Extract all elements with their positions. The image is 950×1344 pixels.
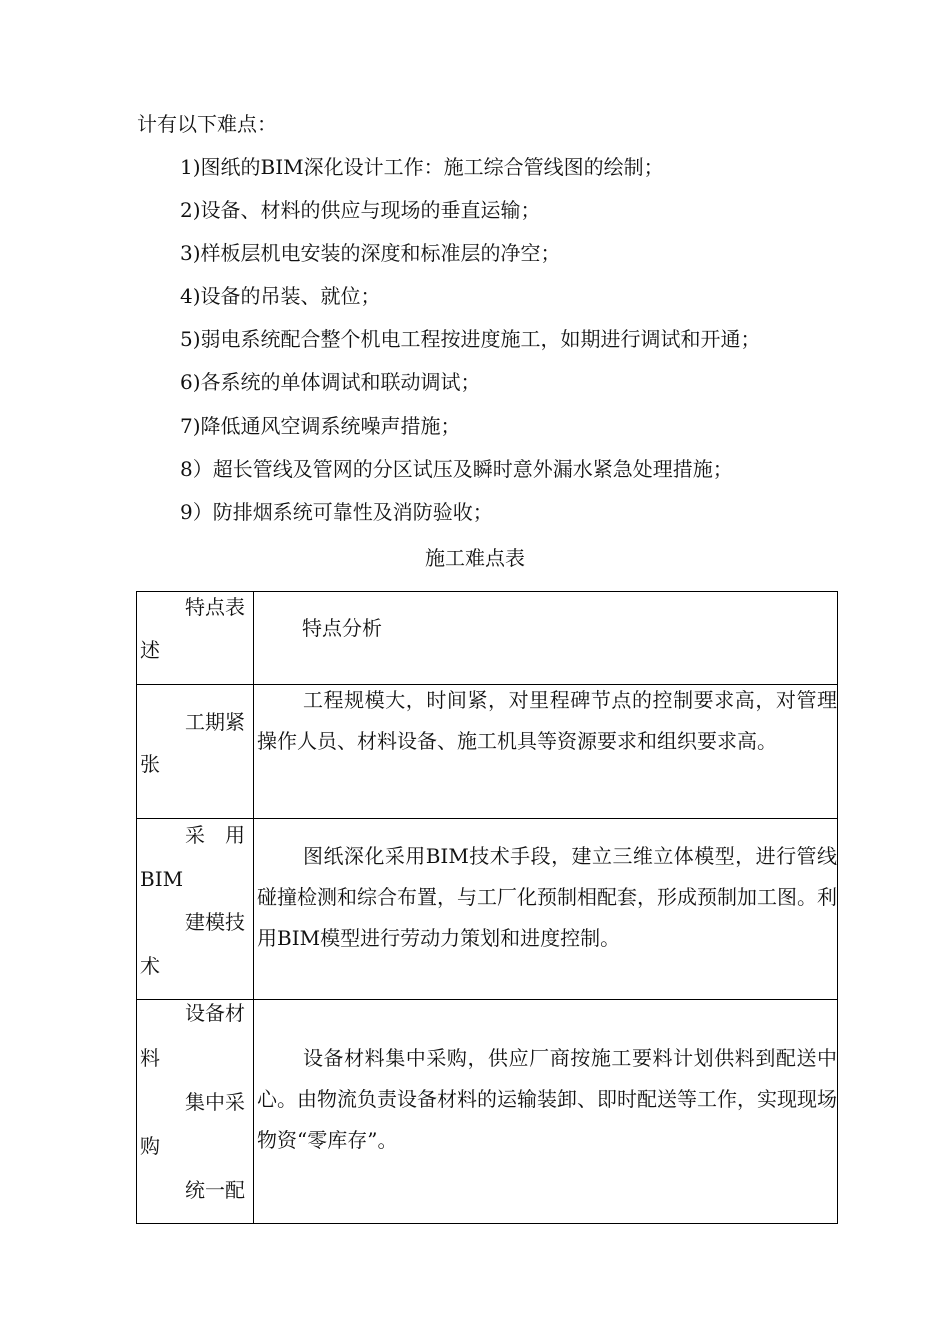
- row-feature-line: 术: [140, 954, 160, 978]
- list-item: 3)样板层机电安装的深度和标准层的净空；: [180, 241, 561, 265]
- row-divider: [137, 818, 837, 819]
- row-analysis: 工程规模大，时间紧，对里程碑节点的控制要求高，对管理操作人员、材料设备、施工机具等资源要求和组织要求高。: [257, 688, 837, 753]
- row-feature-line: 采 用: [185, 823, 245, 847]
- row-feature-line: 购: [140, 1134, 160, 1158]
- row-feature-line: BIM: [140, 867, 184, 891]
- header-feature-line: 特点表: [185, 595, 245, 619]
- intro-text: 计有以下难点：: [137, 112, 277, 136]
- row-feature-line: 建模技: [185, 910, 245, 934]
- difficulty-table: [136, 591, 838, 1224]
- header-analysis: 特点分析: [302, 616, 382, 640]
- table-caption: 施工难点表: [425, 546, 525, 570]
- list-item: 2)设备、材料的供应与现场的垂直运输；: [180, 198, 541, 222]
- row-feature-line: 工期紧: [185, 710, 245, 734]
- row-feature-line: 统一配: [185, 1178, 245, 1202]
- column-divider: [253, 592, 254, 1223]
- list-item: 7)降低通风空调系统噪声措施；: [180, 414, 461, 438]
- row-feature-line: 料: [140, 1046, 160, 1070]
- list-item: 1)图纸的BIM深化设计工作：施工综合管线图的绘制；: [180, 155, 664, 179]
- row-analysis: 设备材料集中采购，供应厂商按施工要料计划供料到配送中心。由物流负责设备材料的运输装卸、即时配送等工作，实现现场物资“零库存”。: [257, 1046, 837, 1152]
- list-item: 6)各系统的单体调试和联动调试；: [180, 370, 481, 394]
- list-item: 5)弱电系统配合整个机电工程按进度施工，如期进行调试和开通；: [180, 327, 761, 351]
- header-feature-line: 述: [140, 638, 160, 662]
- row-feature-line: 设备材: [185, 1001, 245, 1025]
- row-feature-line: 集中采: [185, 1090, 245, 1114]
- row-divider: [137, 999, 837, 1000]
- list-item: 8）超长管线及管网的分区试压及瞬时意外漏水紧急处理措施；: [180, 457, 733, 481]
- list-item: 9）防排烟系统可靠性及消防验收；: [180, 500, 493, 524]
- list-item: 4)设备的吊装、就位；: [180, 284, 381, 308]
- row-analysis: 图纸深化采用BIM技术手段，建立三维立体模型，进行管线碰撞检测和综合布置，与工厂化预制相配套，形成预制加工图。利用BIM模型进行劳动力策划和进度控制。: [257, 844, 837, 950]
- row-feature-line: 张: [140, 752, 160, 776]
